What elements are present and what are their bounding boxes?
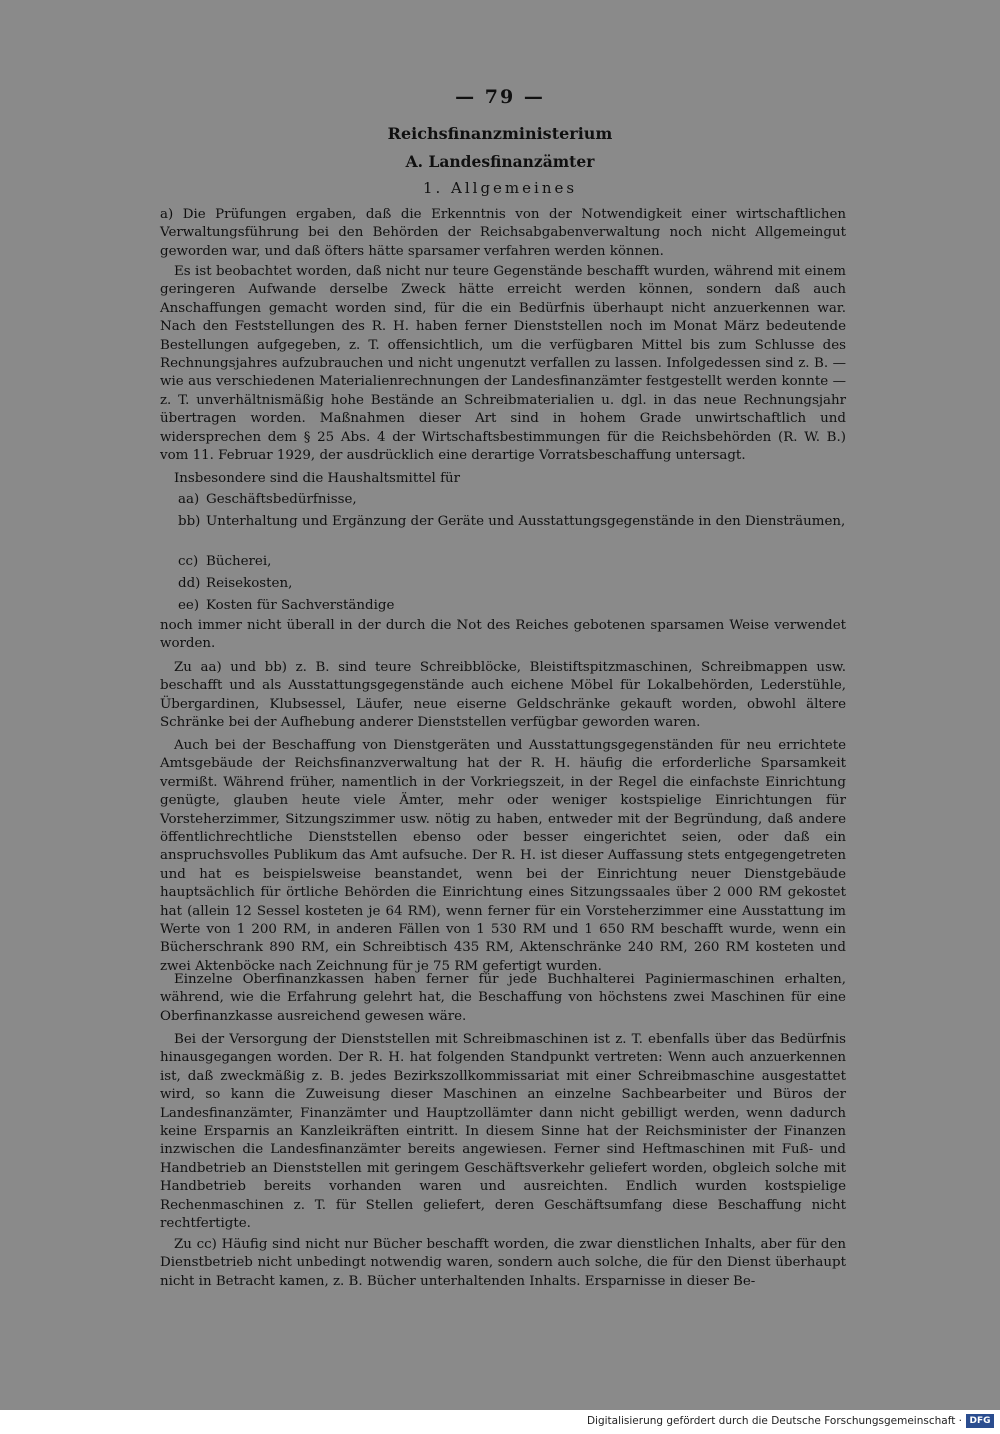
list-item-text: Unterhaltung und Ergänzung der Geräte und Ausstattungsgegenstände in den Diensträumen, [206,514,846,529]
paragraph: Bei der Versorgung der Dienststellen mit Schreibmaschinen ist z. T. ebenfalls über das Bedürfnis hinausgegangen worden. Der R. H. hat folgenden Standpunkt vertreten: Wenn auch anzuerkennen ist, daß zweckmäßig z. B. jedes Bezirkszollkommissariat mit einer Schreibmaschine ausgestattet wird, so kann die Zuweisung dieser Maschinen an einzelne Sachbearbeiter und Büros der Landesfinanzämter, Finanzämter und Hauptzollämter dann nicht gebilligt werden, wenn dadurch keine Ersparnis an Kanzleikräften eintritt. In diesem Sinne hat der Reichsminister der Finanzen inzwischen die Landesfinanzämter bereits angewiesen. Ferner sind Heftmaschinen mit Fuß- und Handbetrieb an Dienststellen mit geringem Geschäftsverkehr geliefert worden, obgleich solche mit Handbetrieb bereits vorhanden waren und ausreichten. Endlich wurden kostspielige Rechenmaschinen z. T. für Stellen geliefert, deren Geschäftsumfang diese Beschaffung nicht rechtfertigte. [160,1032,846,1232]
list-item-label: ee) [178,598,200,613]
list-item [160,491,846,509]
list-item [160,597,846,615]
list-item-label: cc) [178,554,199,569]
paragraph: Insbesondere sind die Haushaltsmittel für [174,471,461,486]
heading-section: A. Landesfinanzämter [405,152,595,171]
list-item-label: dd) [178,576,201,591]
page-number: — 79 — [455,86,545,108]
heading-ministry: Reichsfinanzministerium [387,124,613,143]
footer-bar [0,1410,1000,1434]
list-item [160,513,846,531]
paragraph: Einzelne Oberfinanzkassen haben ferner für jede Buchhalterei Paginiermaschinen erhalten, während, wie die Erfahrung gelehrt hat, die Beschaffung von höchstens zwei Maschinen für eine Oberfinanzkasse ausreichend gewesen wäre. [160,972,846,1024]
list-item-text: Reisekosten, [206,576,293,591]
paragraph-a: a) Die Prüfungen ergaben, daß die Erkenntnis von der Notwendigkeit einer wirtschaftlichen Verwaltungsführung bei den Behörden der Reichsabgabenverwaltung noch nicht Allgemeingut geworden war, und daß öfters hätte sparsamer verfahren werden können. [160,207,846,259]
list-item-label: aa) [178,492,200,507]
list-item [160,553,846,571]
list-item-text: Kosten für Sachverständige [206,598,395,613]
footer-credit: Digitalisierung gefördert durch die Deutsche Forschungsgemeinschaft · [586,1415,962,1427]
dfg-logo: DFG [966,1414,994,1428]
paragraph: noch immer nicht überall in der durch die Not des Reiches gebotenen sparsamen Weise verwendet worden. [160,618,846,652]
paragraph: Zu cc) Häufig sind nicht nur Bücher beschafft worden, die zwar dienstlichen Inhalts, aber für den Dienstbetrieb nicht unbedingt notwendig waren, sondern auch solche, die für den Dienst überhaupt nicht in Betracht kamen, z. B. Bücher unterhaltenden Inhalts. Ersparnisse in dieser Be- [160,1237,846,1289]
heading-subsection: 1. Allgemeines [422,179,578,197]
paragraph: Es ist beobachtet worden, daß nicht nur teure Gegenstände beschafft wurden, während mit einem geringeren Aufwande derselbe Zweck hätte erreicht werden können, sondern daß auch Anschaffungen gemacht worden sind, für die ein Bedürfnis überhaupt nicht anzuerkennen war. Nach den Feststellungen des R. H. haben ferner Dienststellen noch im Monat März bedeutende Bestellungen aufgegeben, z. T. offensichtlich, um die verfügbaren Mittel bis zum Schlusse des Rechnungsjahres aufzubrauchen und nicht ungenutzt verfallen zu lassen. Infolgedessen sind z. B. — wie aus verschiedenen Materialienrechnungen der Landesfinanzämter festgestellt werden konnte — z. T. unverhältnismäßig hohe Bestände an Schreibmaterialien u. dgl. in das neue Rechnungsjahr übertragen worden. Maßnahmen dieser Art sind in hohem Grade unwirtschaftlich und widersprechen dem § 25 Abs. 4 der Wirtschaftsbestimmungen für die Reichsbehörden (R. W. B.) vom 11. Februar 1929, der ausdrücklich eine derartige Vorratsbeschaffung untersagt. [160,264,846,464]
list-item [160,575,846,593]
list-item-text: Geschäftsbedürfnisse, [206,492,357,507]
paragraph: Auch bei der Beschaffung von Dienstgeräten und Ausstattungsgegenständen für neu errichtete Amtsgebäude der Reichsfinanzverwaltung hat der R. H. häufig die erforderliche Sparsamkeit vermißt. Während früher, namentlich in der Vorkriegszeit, in der Regel die einfachste Einrichtung genügte, glauben heute viele Ämter, mehr oder weniger kostspielige Einrichtungen für Vorsteherzimmer, Sitzungszimmer usw. nötig zu haben, entweder mit der Begründung, daß andere öffentlichrechtliche Dienststellen ebenso oder besser eingerichtet seien, oder daß ein anspruchsvolles Publikum das Amt aufsuche. Der R. H. ist dieser Auffassung stets entgegengetreten und hat es beispielsweise beanstandet, wenn bei der Einrichtung neuer Dienstgebäude hauptsächlich für örtliche Behörden die Einrichtung eines Sitzungssaales über 2 000 RM gekostet hat (allein 12 Sessel kosteten je 64 RM), wenn ferner für ein Vorsteherzimmer eine Ausstattung im Werte von 1 200 RM, in anderen Fällen von 1 530 RM und 1 650 RM beschafft wurde, wenn ein Bücherschrank 890 RM, ein Schreibtisch 435 RM, Aktenschränke 240 RM, 260 RM kosteten und zwei Aktenböcke nach Zeichnung für je 75 RM gefertigt wurden. [160,738,846,974]
list-item-text: Bücherei, [206,554,272,569]
paragraph: Zu aa) und bb) z. B. sind teure Schreibblöcke, Bleistiftspitzmaschinen, Schreibmappen usw. beschafft und als Ausstattungsgegenstände auch eichene Möbel für Lokalbehörden, Lederstühle, Übergardinen, Klubsessel, Läufer, neue eiserne Geldschränke gekauft worden, obwohl ältere Schränke bei der Aufhebung anderer Dienststellen verfügbar geworden waren. [160,660,846,731]
list-item-label: bb) [178,514,201,529]
